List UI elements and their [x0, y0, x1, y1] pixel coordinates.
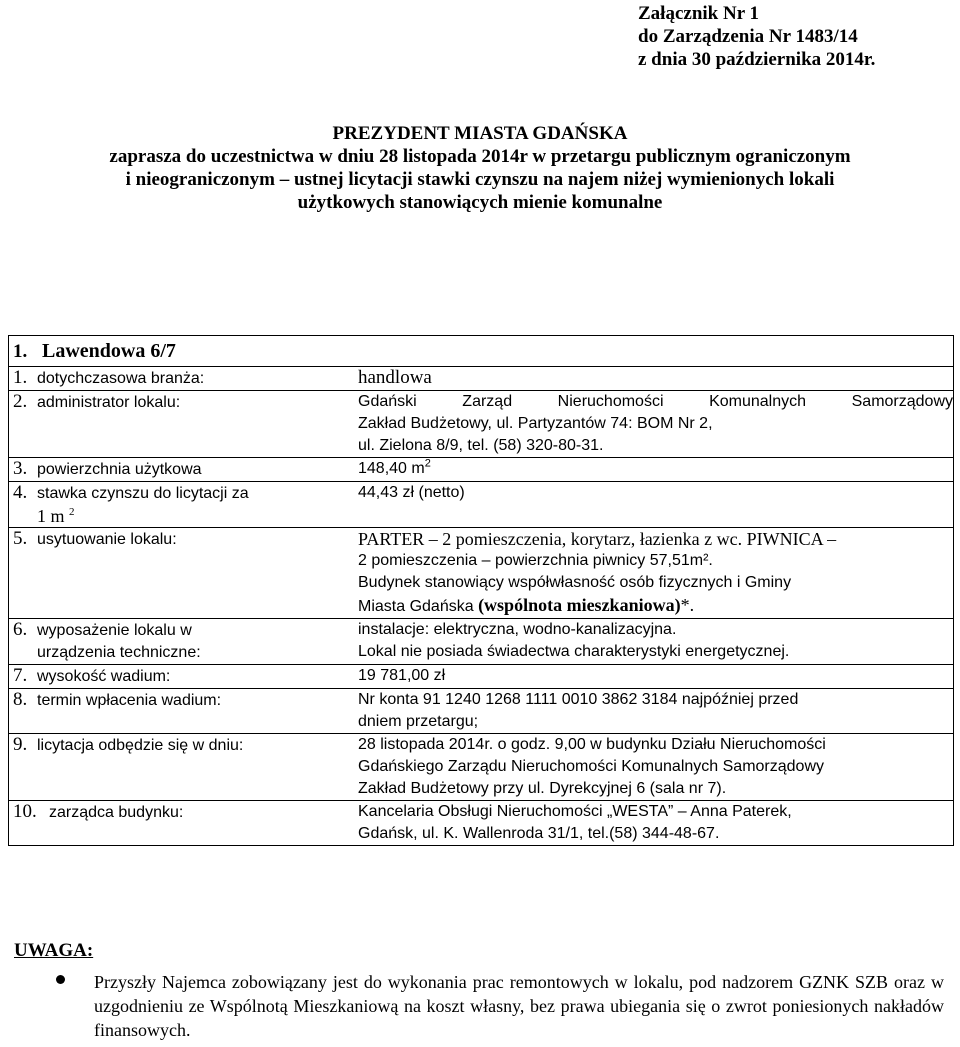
row-label: wysokość wadium: [37, 668, 171, 685]
row-value-cell [350, 689, 954, 734]
row-label-cell [9, 689, 351, 734]
row-number: 9. [13, 734, 28, 755]
table-row [9, 528, 954, 619]
notice-text: Przyszły Najemca zobowiązany jest do wykonania prac remontowych w lokalu, pod nadzorem GZNK SZB oraz w uzgodnieniu ze Wspólnotą Mieszkaniową na koszt własny, bez prawa ubiegania się o zwrot poniesionych nakładów finansowych. [94, 972, 944, 1040]
row-label-continuation [9, 505, 350, 527]
row-label: termin wpłacenia wadium: [37, 692, 222, 709]
bullet-icon [56, 975, 65, 984]
row-number: 1. [13, 367, 28, 388]
row-value-line [358, 594, 953, 618]
row-label: licytacja odbędzie się w dniu: [37, 737, 244, 754]
row-value: Nr konta 91 1240 1268 1111 0010 3862 3184 najpóźniej przed [358, 691, 799, 708]
row-label: wyposażenie lokalu w [37, 622, 192, 639]
row-value-cell [350, 665, 954, 689]
row-label-cell [9, 482, 351, 528]
row-value: Gdański Zarząd Nieruchomości Komunalnych Samorządowy [358, 393, 953, 410]
table-row [9, 619, 954, 665]
row-label-continuation: urządzenia techniczne: [37, 644, 201, 661]
location-row [9, 336, 954, 367]
row-label: dotychczasowa branża: [37, 370, 205, 387]
premises-table [8, 335, 954, 846]
row-value-cell [350, 528, 954, 619]
row-number: 10. [13, 801, 37, 822]
row-label-cell [9, 734, 351, 801]
row-value: handlowa [358, 367, 432, 388]
row-label: powierzchnia użytkowa [37, 461, 202, 478]
row-number: 2. [13, 391, 28, 412]
heading-line: użytkowych stanowiących mienie komunalne [297, 192, 663, 213]
attachment-line: Załącznik Nr 1 [638, 3, 760, 24]
table-row [9, 734, 954, 801]
row-value: Gdańskiego Zarządu Nieruchomości Komunalnych Samorządowy [358, 758, 824, 775]
row-number: 6. [13, 619, 28, 640]
document-heading [30, 122, 930, 214]
row-value: Lokal nie posiada świadectwa charakterystyki energetycznej. [358, 643, 790, 660]
location-name: Lawendowa 6/7 [42, 340, 176, 362]
row-number: 4. [13, 482, 28, 503]
row-value: PARTER – 2 pomieszczenia, korytarz, łazienka z wc. PIWNICA – [358, 529, 837, 549]
row-value: dniem przetargu; [358, 713, 479, 730]
table-row [9, 482, 954, 528]
location-number: 1. [13, 341, 28, 362]
row-label: stawka czynszu do licytacji za [37, 485, 249, 502]
row-number: 5. [13, 528, 28, 549]
superscript: 2 [424, 457, 431, 470]
row-value: Kancelaria Obsługi Nieruchomości „WESTA” – Anna Paterek, [358, 803, 792, 820]
row-label-unit: 1 m [37, 506, 65, 526]
row-value-cell [350, 482, 954, 528]
attachment-line: do Zarządzenia Nr 1483/14 [638, 26, 858, 47]
row-value: 19 781,00 zł [358, 667, 446, 684]
row-label-cell [9, 665, 351, 689]
row-value: Zakład Budżetowy, ul. Partyzantów 74: BOM Nr 2, [358, 415, 713, 432]
table-row [9, 801, 954, 846]
row-value-cell [350, 367, 954, 391]
row-label: usytuowanie lokalu: [37, 531, 177, 548]
attachment-reference [638, 2, 875, 71]
location-cell [9, 336, 351, 367]
heading-title: PREZYDENT MIASTA GDAŃSKA [332, 123, 628, 144]
row-label: administrator lokalu: [37, 394, 181, 411]
row-label-cell [9, 619, 351, 665]
row-value: 148,40 m [358, 460, 425, 477]
row-value-cell [350, 801, 954, 846]
location-empty-cell [350, 336, 954, 367]
row-value: instalacje: elektryczna, wodno-kanalizacyjna. [358, 621, 677, 638]
row-value: Miasta Gdańska [358, 598, 479, 615]
row-value-cell [350, 458, 954, 482]
row-value: Gdańsk, ul. K. Wallenroda 31/1, tel.(58) 344-48-67. [358, 825, 720, 842]
row-label: zarządca budynku: [49, 804, 184, 821]
row-value: Budynek stanowiący współwłasność osób fizycznych i Gminy [358, 574, 792, 591]
row-value-cell [350, 734, 954, 801]
row-number: 8. [13, 689, 28, 710]
row-value-cell [350, 391, 954, 458]
table-row [9, 391, 954, 458]
row-value-cell [350, 619, 954, 665]
notice-label: UWAGA: [14, 940, 94, 961]
row-value: Zakład Budżetowy przy ul. Dyrekcyjnej 6 (sala nr 7). [358, 780, 727, 797]
attachment-line: z dnia 30 października 2014r. [638, 49, 876, 70]
table-row [9, 458, 954, 482]
heading-line: zaprasza do uczestnictwa w dniu 28 listopada 2014r w przetargu publicznym ograniczonym [109, 146, 851, 167]
heading-line: i nieograniczonym – ustnej licytacji stawki czynszu na najem niżej wymienionych lokali [125, 169, 835, 190]
row-value: 28 listopada 2014r. o godz. 9,00 w budynku Działu Nieruchomości [358, 736, 826, 753]
row-label-cell [9, 391, 351, 458]
row-label-cell [9, 367, 351, 391]
row-value: 2 pomieszczenia – powierzchnia piwnicy 57,51m². [358, 552, 713, 569]
table-row [9, 665, 954, 689]
table-row [9, 689, 954, 734]
row-label-cell [9, 801, 351, 846]
row-value: *. [680, 595, 695, 615]
row-value: 44,43 zł (netto) [358, 484, 465, 501]
table-row [9, 367, 954, 391]
row-value-bold: (wspólnota mieszkaniowa) [478, 595, 681, 615]
row-number: 3. [13, 458, 28, 479]
row-label-cell [9, 458, 351, 482]
superscript: 2 [69, 506, 75, 518]
row-value: ul. Zielona 8/9, tel. (58) 320-80-31. [358, 437, 604, 454]
row-number: 7. [13, 665, 28, 686]
row-label-cell [9, 528, 351, 619]
